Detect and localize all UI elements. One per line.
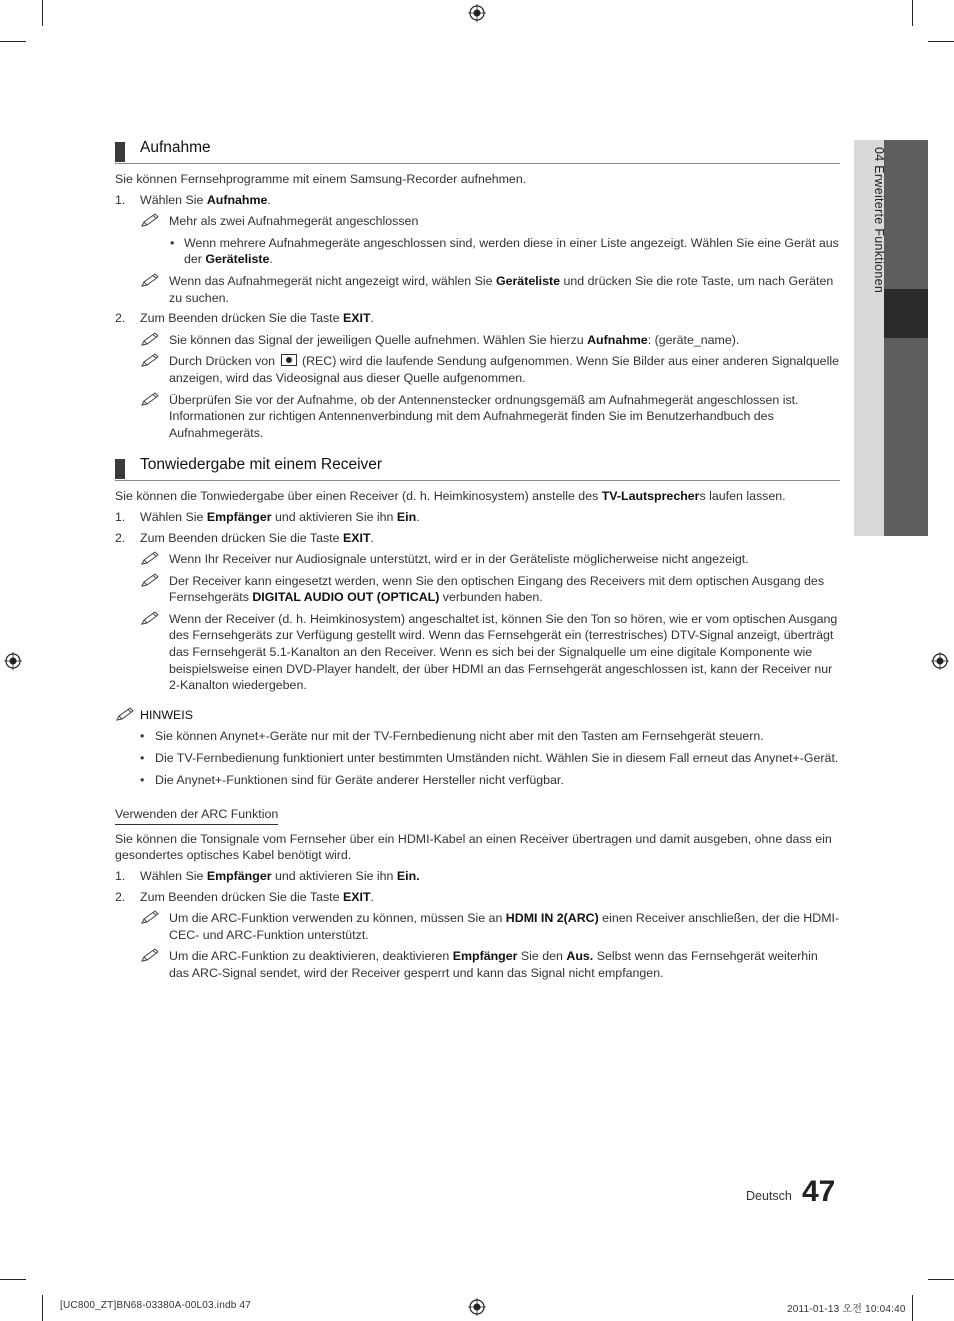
note-text: (REC) wird die laufende Sendung aufgenommen. Wenn Sie Bilder aus einer anderen Signalquelle anzeigen, wird das Videosignal aus dieser Quelle aufgenommen. [169,354,839,385]
step-text: Wählen Sie [140,509,207,524]
step-text: . [370,889,374,904]
note-text: Durch Drücken von [169,354,279,369]
note-item [115,910,840,943]
note-item [115,332,840,349]
step-text: Zum Beenden drücken Sie die Taste [140,889,343,904]
bullet-item [115,235,840,268]
note-text: Überprüfen Sie vor der Aufnahme, ob der Antennenstecker ordnungsgemäß am Aufnahmegerät angeschlossen ist. Informationen zur richtigen Antennenverbindung mit dem Aufnahmegerät finden Sie im Benutzerhandbuch des Aufnahmegeräts. [169,392,799,440]
step-number: 1. [115,869,126,883]
step-item [115,509,840,526]
note-item [115,273,840,306]
crop-mark [928,1279,954,1280]
crop-mark [912,1295,913,1321]
section-title: Tonwiedergabe mit einem Receiver [140,456,383,474]
record-button-icon [281,354,297,366]
step-keyword: Empfänger [206,509,272,524]
step-text: . [370,311,374,326]
page-number: 47 [802,1175,836,1208]
note-item [115,213,840,230]
bullet-dot: • [140,772,145,787]
intro-text: Sie können Fernsehprogramme mit einem Samsung-Recorder aufnehmen. [115,172,527,186]
section-header-receiver [115,455,840,481]
note-keyword: Aus. [566,949,594,964]
note-pencil-icon [140,572,160,588]
step-item [115,530,840,547]
bullet-text: Wenn mehrere Aufnahmegeräte angeschlossen sind, werden diese in einer Liste angezeigt. Wählen Sie eine Gerät aus der [184,235,839,267]
imprint-file: [UC800_ZT]BN68-03380A-00L03.indb 47 [60,1300,252,1311]
note-text: und drücken Sie die rote Taste, um nach Geräten zu suchen. [169,273,834,305]
hint-item [115,750,840,767]
step-keyword: Ein. [396,869,420,883]
note-pencil-icon [140,212,160,228]
crop-mark [42,1295,43,1321]
side-tab-label: 04 Erweiterte Funktionen [872,147,886,294]
page-content [115,138,840,982]
note-keyword: DIGITAL AUDIO OUT (OPTICAL) [252,590,440,605]
hint-text: Die TV-Fernbedienung funktioniert unter bestimmten Umständen nicht. Wählen Sie in diesem Fall erneut das Anynet+-Gerät. [155,751,839,766]
note-pencil-icon [115,706,135,722]
intro-part: s laufen lassen. [699,489,786,504]
step-item [115,310,840,327]
step-keyword: EXIT [342,889,371,904]
section-bar [115,142,125,162]
step-keyword: Empfänger [206,869,272,883]
section-header-aufnahme [115,138,840,164]
note-pencil-icon [140,391,160,407]
note-pencil-icon [140,947,160,963]
step-number: 2. [115,889,126,904]
step-text: und aktivieren Sie ihn [271,509,397,524]
note-pencil-icon [140,610,160,626]
registration-mark-icon [931,652,949,670]
intro-keyword: TV-Lautsprecher [601,489,700,504]
bullet-keyword: Geräteliste [205,252,270,267]
note-item [115,573,840,606]
note-keyword: Aufnahme [587,332,648,347]
note-pencil-icon [140,331,160,347]
note-text: Der Receiver kann eingesetzt werden, wenn Sie den optischen Eingang des Receivers mit dem optischen Ausgang des Fernsehgeräts [169,573,825,605]
step-text: Wählen Sie [140,869,207,883]
note-text: einen Receiver anschließen, der die HDMI-CEC- und ARC-Funktion unterstützt. [169,911,840,942]
step-number: 2. [115,311,126,326]
hint-text: Die Anynet+-Funktionen sind für Geräte anderer Hersteller nicht verfügbar. [155,772,564,787]
bullet-text: . [269,252,273,267]
step-item [115,889,840,906]
crop-mark [928,41,954,42]
step-text: Zum Beenden drücken Sie die Taste [140,530,343,545]
registration-mark-icon [4,652,22,670]
section-title: Aufnahme [140,139,211,156]
note-text: : (geräte_name). [647,332,740,347]
step-keyword: Aufnahme [206,192,268,207]
note-pencil-icon [140,272,160,288]
note-pencil-icon [140,550,160,566]
note-text: Selbst wenn das Fernsehgerät weiterhin das ARC-Signal sendet, wird der Receiver gesperrt und kann das Signal nicht empfangen. [169,949,818,980]
note-text: Um die ARC-Funktion verwenden zu können, müssen Sie an [169,911,506,926]
note-keyword: Empfänger [452,949,518,964]
hint-item [115,728,840,745]
crop-mark [0,1279,26,1280]
note-text: Wenn der Receiver (d. h. Heimkinosystem) angeschaltet ist, können Sie den Ton so hören, wie er vom optischen Ausgang des Fernsehgeräts zur Verfügung gestellt wird. Wenn das Fernsehgerät ein (terrestrisches) DTV-Signal anzeigt, überträgt das Fernsehgerät 5.1-Kanalton an den Receiver. Wenn es sich bei der Signalquelle um eine digitale Komponente wie beispielsweise einen DVD-Player handelt, der über HDMI an das Fernsehgerät angeschlossen ist, kann der Receiver nur 2-Kanalton wiedergeben. [169,611,838,693]
footer-language: Deutsch [746,1189,792,1203]
note-item [115,353,840,386]
note-item [115,611,840,694]
step-keyword: Ein [396,509,417,524]
step-item [115,868,840,885]
registration-mark-icon [468,4,486,22]
note-text: verbunden haben. [439,590,543,605]
crop-mark [42,0,43,26]
note-keyword: Geräteliste [495,273,561,288]
intro-part: Sie können die Tonwiedergabe über einen Receiver (d. h. Heimkinosystem) anstelle des [115,489,602,504]
step-text: . [370,530,374,545]
step-text: . [267,192,271,207]
note-text: Um die ARC-Funktion zu deaktivieren, deaktivieren [169,949,453,964]
section-bar [115,459,125,479]
side-tab-marker [884,289,928,338]
note-text: Sie können das Signal der jeweiligen Quelle aufnehmen. Wählen Sie hierzu [169,332,588,347]
hint-title: HINWEIS [140,707,194,722]
step-number: 2. [115,530,126,545]
note-item [115,948,840,981]
step-text: Zum Beenden drücken Sie die Taste [140,311,343,326]
imprint-date: 2011-01-13 오전 10:04:40 [787,1304,906,1315]
crop-mark [0,41,26,42]
intro-text [115,488,840,505]
bullet-dot: • [140,751,145,766]
note-pencil-icon [140,352,160,368]
crop-mark [912,0,913,26]
note-text: Wenn das Aufnahmegerät nicht angezeigt wird, wählen Sie [169,273,496,288]
hint-text: Sie können Anynet+-Geräte nur mit der TV-Fernbedienung nicht aber mit den Tasten am Fernsehgerät steuern. [155,729,764,744]
note-text: Sie den [517,949,567,964]
note-pencil-icon [140,909,160,925]
hint-item [115,772,840,789]
step-item [115,192,840,209]
intro-text: Sie können die Tonsignale vom Fernseher über ein HDMI-Kabel an einen Receiver übertragen und damit ausgeben, ohne dass ein gesondertes optisches Kabel benötigt wird. [115,831,832,863]
step-text: und aktivieren Sie ihn [271,869,397,883]
note-text: Mehr als zwei Aufnahmegerät angeschlossen [169,214,419,229]
arc-subtitle: Verwenden der ARC Funktion [115,806,278,825]
step-text: Wählen Sie [140,192,207,207]
step-text: . [416,509,420,524]
hint-header [115,707,840,724]
bullet-dot: • [170,235,175,250]
step-keyword: EXIT [342,311,371,326]
step-keyword: EXIT [342,530,371,545]
side-tab-strip [884,140,928,536]
registration-mark-icon [468,1298,486,1316]
note-text: Wenn Ihr Receiver nur Audiosignale unterstützt, wird er in der Geräteliste möglicherweise nicht angezeigt. [169,552,749,567]
step-number: 1. [115,509,126,524]
note-keyword: HDMI IN 2(ARC) [505,911,599,926]
note-item [115,392,840,442]
note-item [115,551,840,568]
step-number: 1. [115,192,126,207]
bullet-dot: • [140,729,145,744]
